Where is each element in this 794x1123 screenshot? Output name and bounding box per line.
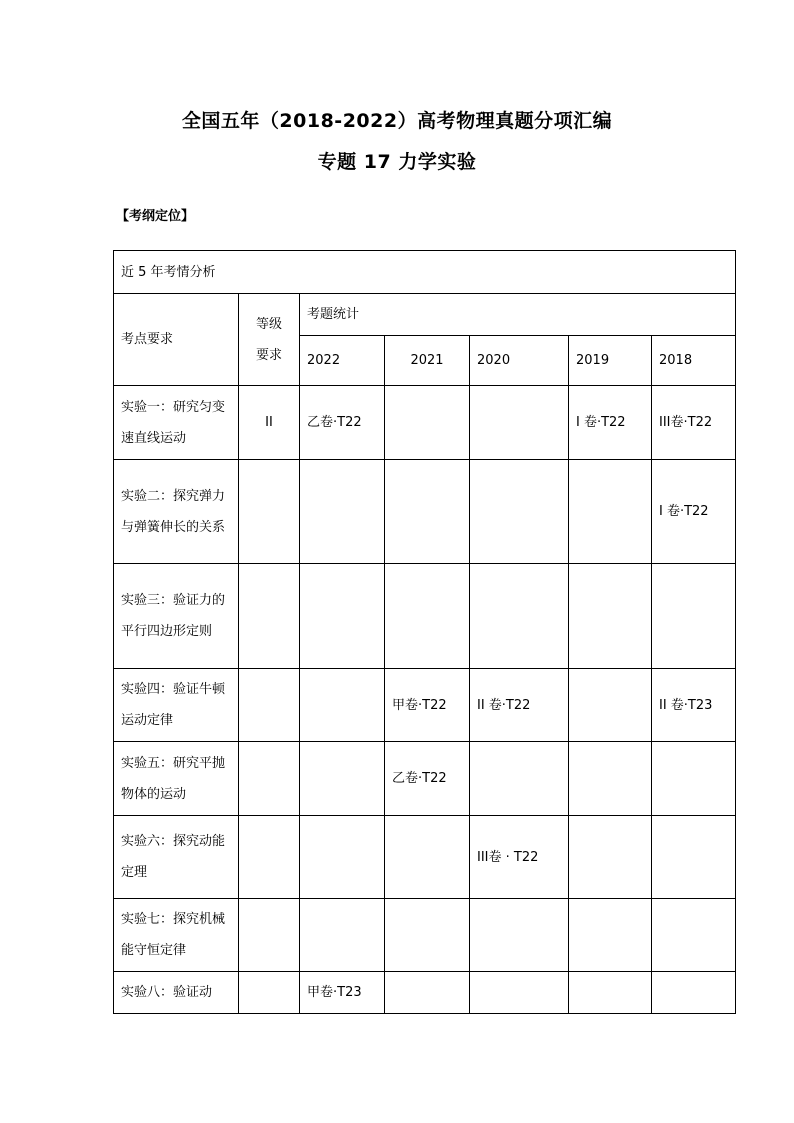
stat-cell [569, 460, 652, 564]
topic-cell: 实验八：验证动 [114, 972, 239, 1014]
year-header: 2022 [300, 336, 385, 386]
table-caption: 近 5 年考情分析 [114, 251, 736, 294]
stat-cell [652, 742, 736, 816]
table-row [114, 899, 736, 972]
header-level [239, 294, 300, 386]
stat-cell [569, 742, 652, 816]
stat-cell: III卷 · T22 [470, 816, 569, 899]
stat-cell [569, 972, 652, 1014]
stat-cell [470, 742, 569, 816]
topic-cell: 实验二：探究弹力与弹簧伸长的关系 [114, 460, 239, 564]
topic-cell: 实验一：研究匀变速直线运动 [114, 386, 239, 460]
stat-cell [652, 972, 736, 1014]
header-level-line2: 要求 [255, 347, 282, 363]
level-cell [239, 899, 300, 972]
stat-cell [652, 564, 736, 669]
table-row [114, 816, 736, 899]
level-cell [239, 742, 300, 816]
topic-cell: 实验三：验证力的平行四边形定则 [114, 564, 239, 669]
stat-cell [569, 669, 652, 742]
table-row [114, 564, 736, 669]
header-level-line1: 等级 [255, 316, 282, 332]
header-stats: 考题统计 [300, 294, 736, 336]
section-label: 【考纲定位】 [116, 209, 195, 224]
stat-cell [569, 564, 652, 669]
table-row [114, 386, 736, 460]
table-caption-row [114, 251, 736, 294]
stat-cell [300, 899, 385, 972]
year-header: 2021 [385, 336, 470, 386]
stat-cell: I 卷·T22 [652, 460, 736, 564]
stat-cell [300, 460, 385, 564]
stat-cell: 乙卷·T22 [385, 742, 470, 816]
stat-cell [385, 386, 470, 460]
stat-cell [300, 816, 385, 899]
stat-cell: III卷·T22 [652, 386, 736, 460]
level-cell [239, 816, 300, 899]
document-subtitle: 专题 17 力学实验 [317, 151, 477, 173]
stat-cell [470, 972, 569, 1014]
stat-cell [470, 460, 569, 564]
stat-cell: 甲卷·T23 [300, 972, 385, 1014]
exam-analysis-table [113, 250, 736, 1014]
stat-cell [385, 816, 470, 899]
stat-cell [470, 564, 569, 669]
level-cell: II [239, 386, 300, 460]
stat-cell: I 卷·T22 [569, 386, 652, 460]
stat-cell [569, 816, 652, 899]
stat-cell [300, 669, 385, 742]
table-row [114, 972, 736, 1014]
stat-cell [652, 899, 736, 972]
level-cell [239, 972, 300, 1014]
stat-cell [470, 899, 569, 972]
level-cell [239, 564, 300, 669]
topic-cell: 实验五：研究平抛物体的运动 [114, 742, 239, 816]
table-header-row [114, 294, 736, 336]
topic-cell: 实验七：探究机械能守恒定律 [114, 899, 239, 972]
stat-cell: 甲卷·T22 [385, 669, 470, 742]
stat-cell [385, 460, 470, 564]
table-row [114, 669, 736, 742]
year-header: 2018 [652, 336, 736, 386]
table-row [114, 742, 736, 816]
topic-cell: 实验四：验证牛顿运动定律 [114, 669, 239, 742]
stat-cell [652, 816, 736, 899]
header-topic: 考点要求 [114, 294, 239, 386]
table-row [114, 460, 736, 564]
stat-cell [569, 899, 652, 972]
stat-cell [385, 972, 470, 1014]
document-title: 全国五年（2018-2022）高考物理真题分项汇编 [181, 110, 613, 132]
level-cell [239, 669, 300, 742]
stat-cell [300, 742, 385, 816]
level-cell [239, 460, 300, 564]
stat-cell [300, 564, 385, 669]
stat-cell [385, 564, 470, 669]
topic-cell: 实验六：探究动能定理 [114, 816, 239, 899]
stat-cell: II 卷·T22 [470, 669, 569, 742]
year-header: 2020 [470, 336, 569, 386]
year-header: 2019 [569, 336, 652, 386]
stat-cell [385, 899, 470, 972]
stat-cell: 乙卷·T22 [300, 386, 385, 460]
stat-cell [470, 386, 569, 460]
stat-cell: II 卷·T23 [652, 669, 736, 742]
